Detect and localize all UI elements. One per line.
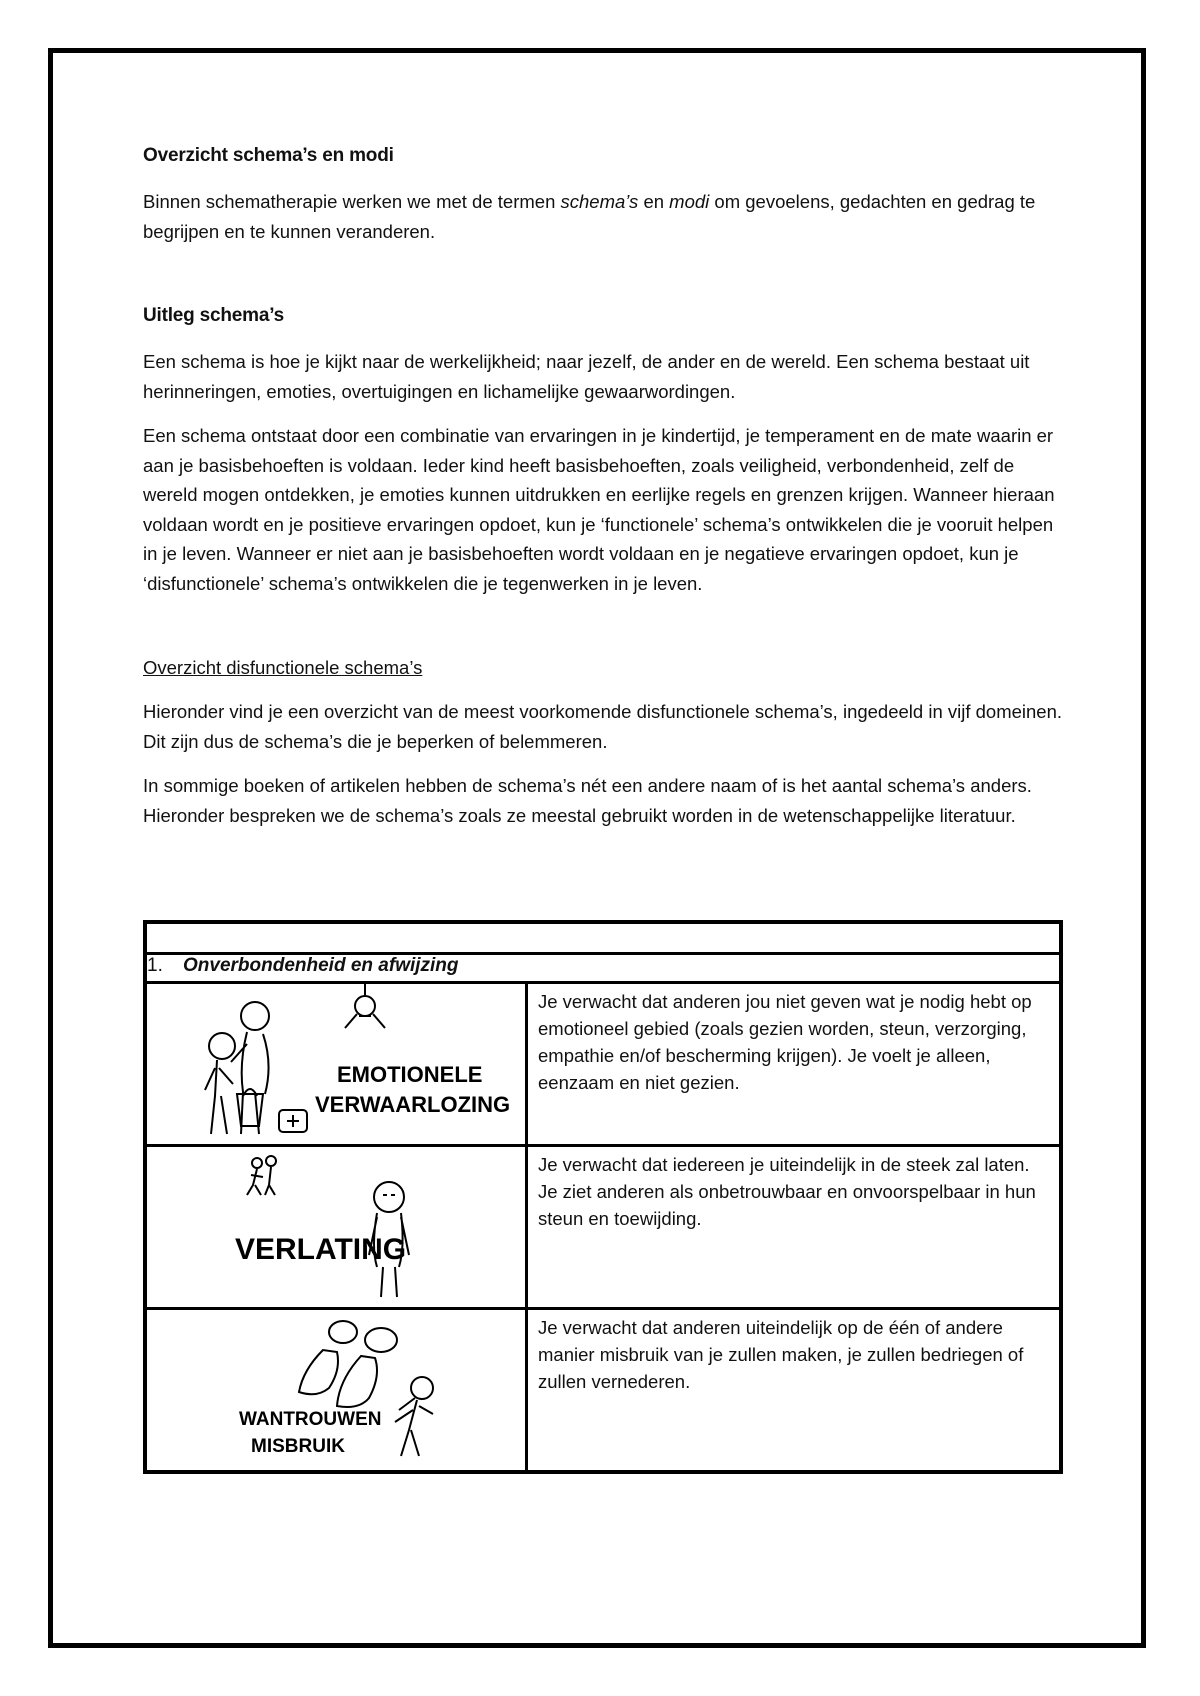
schema-table — [143, 920, 1063, 1474]
intro-text-1: Binnen schematherapie werken we met de termen — [143, 191, 561, 212]
schema-label-line2: MISBRUIK — [251, 1436, 345, 1457]
section-title-overview: Overzicht schema’s en modi — [143, 145, 394, 166]
schema-label-line1: EMOTIONELE — [337, 1062, 483, 1087]
intro-term-modi: modi — [669, 191, 710, 212]
table-row — [145, 983, 1061, 1146]
intro-paragraph — [143, 187, 1063, 246]
schema-label-line1: WANTROUWEN — [239, 1409, 382, 1430]
abandonment-illustration — [147, 1147, 525, 1307]
table-row — [145, 1309, 1061, 1473]
table-row — [145, 1146, 1061, 1309]
schema-description: Je verwacht dat anderen jou niet geven wat je nodig hebt op emotioneel gebied (zoals gezien worden, steun, verzorging, empathie en/of bescherming krijgen). Je voelt je alleen, eenzaam en niet gezien. — [527, 983, 1062, 1146]
emotional-neglect-illustration — [147, 984, 525, 1144]
overview-paragraph-2: In sommige boeken of artikelen hebben de schema’s nét een andere naam of is het aantal schema’s anders. Hieronder bespreken we de schema’s zoals ze meestal gebruikt worden in de wetenschappelijke literatuur. — [143, 775, 1032, 826]
table-header-row — [145, 922, 1061, 954]
explanation-paragraph-2: Een schema ontstaat door een combinatie van ervaringen in je kindertijd, je temperament en de mate waarin er aan je basisbehoeften is voldaan. Ieder kind heeft basisbehoeften, zoals veiligheid, verbondenheid, zelf de wereld mogen ontdekken, je emoties kunnen uitdrukken en eerlijke regels en grenzen krijgen. Wanneer hieraan voldaan wordt en je positieve ervaringen opdoet, kun je ‘functionele’ schema’s ontwikkelen die je vooruit helpen in je leven. Wanneer er niet aan je basisbehoeften wordt voldaan en je negatieve ervaringen opdoet, kun je ‘disfunctionele’ schema’s ontwikkelen die je tegenwerken in je leven. — [143, 425, 1055, 594]
schema-illustration-cell — [145, 983, 527, 1146]
overview-paragraph-1: Hieronder vind je een overzicht van de meest voorkomende disfunctionele schema’s, ingedeeld in vijf domeinen. Dit zijn dus de schema’s die je beperken of belemmeren. — [143, 701, 1063, 752]
schema-description: Je verwacht dat iedereen je uiteindelijk in de steek zal laten. Je ziet anderen als onbetrouwbaar en onvoorspelbaar in hun steun en toewijding. — [527, 1146, 1062, 1309]
domain-row — [145, 954, 1061, 983]
domain-title: Onverbondenheid en afwijzing — [183, 955, 459, 976]
document-body — [143, 145, 1063, 845]
explanation-paragraph-1: Een schema is hoe je kijkt naar de werkelijkheid; naar jezelf, de ander en de wereld. Een schema bestaat uit herinneringen, emoties, overtuigingen en lichamelijke gewaarwordingen. — [143, 351, 1030, 402]
schema-label-line2: VERWAARLOZING — [315, 1092, 511, 1117]
intro-term-schemas: schema’s — [560, 191, 639, 212]
schema-illustration-cell — [145, 1146, 527, 1309]
intro-text-3: om gevoelens, gedachten en gedrag te begrijpen en te kunnen veranderen. — [143, 191, 1036, 242]
subsection-title-dysfunctional: Overzicht disfunctionele schema’s — [143, 657, 423, 678]
schema-label-line1: VERLATING — [235, 1233, 407, 1266]
intro-text-2: en — [638, 191, 670, 212]
schema-description: Je verwacht dat anderen uiteindelijk op de één of andere manier misbruik van je zullen maken, je zullen bedriegen of zullen vernederen. — [527, 1309, 1062, 1473]
section-title-explanation: Uitleg schema’s — [143, 305, 284, 326]
schema-illustration-cell — [145, 1309, 527, 1473]
domain-number: 1. — [147, 955, 163, 976]
mistrust-abuse-illustration — [147, 1310, 525, 1470]
